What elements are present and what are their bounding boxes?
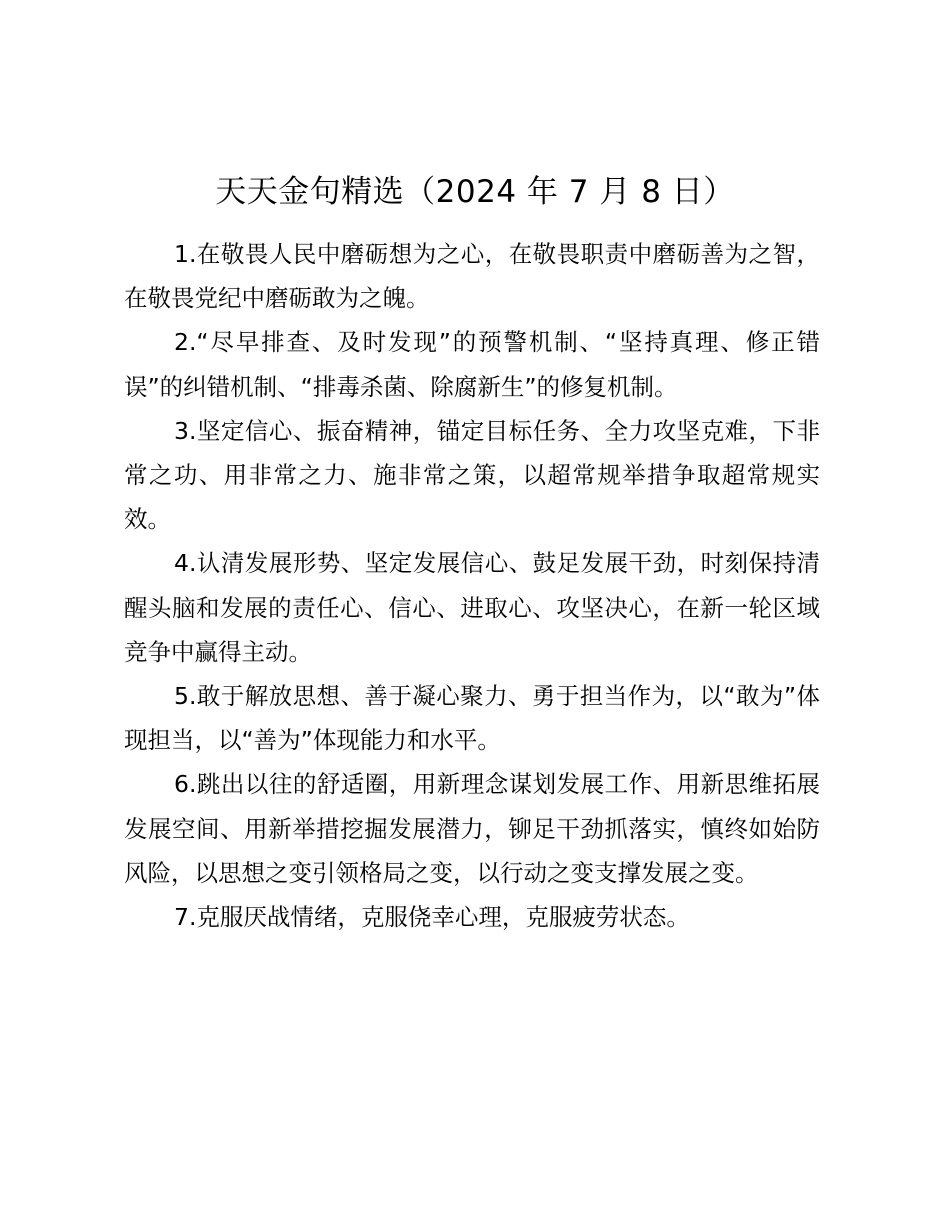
- paragraph-1: 1.在敬畏人民中磨砺想为之心，在敬畏职责中磨砺善为之智，在敬畏党纪中磨砺敢为之魄。: [124, 240, 820, 313]
- paragraph-4: 4.认清发展形势、坚定发展信心、鼓足发展干劲，时刻保持清醒头脑和发展的责任心、信心、进取心、攻坚决心，在新一轮区域竞争中赢得主动。: [124, 549, 820, 666]
- paragraph-5: 5.敢于解放思想、善于凝心聚力、勇于担当作为，以“敢为”体现担当，以“善为”体现能力和水平。: [124, 682, 820, 755]
- document-body: [124, 232, 820, 939]
- document-title: 天天金句精选（2024 年 7 月 8 日）: [215, 174, 735, 210]
- paragraph-3: 3.坚定信心、振奋精神，锚定目标任务、全力攻坚克难，下非常之功、用非常之力、施非常之策，以超常规举措争取超常规实效。: [124, 416, 820, 534]
- paragraph-2: 2.“尽早排查、及时发现”的预警机制、“坚持真理、修正错误”的纠错机制、“排毒杀菌、除腐新生”的修复机制。: [124, 328, 820, 401]
- paragraph-6: 6.跳出以往的舒适圈，用新理念谋划发展工作、用新思维拓展发展空间、用新举措挖掘发展潜力，铆足干劲抓落实，慎终如始防风险，以思想之变引领格局之变，以行动之变支撑发展之变。: [124, 770, 820, 887]
- paragraph-7: 7.克服厌战情绪，克服侥幸心理，克服疲劳状态。: [174, 903, 690, 932]
